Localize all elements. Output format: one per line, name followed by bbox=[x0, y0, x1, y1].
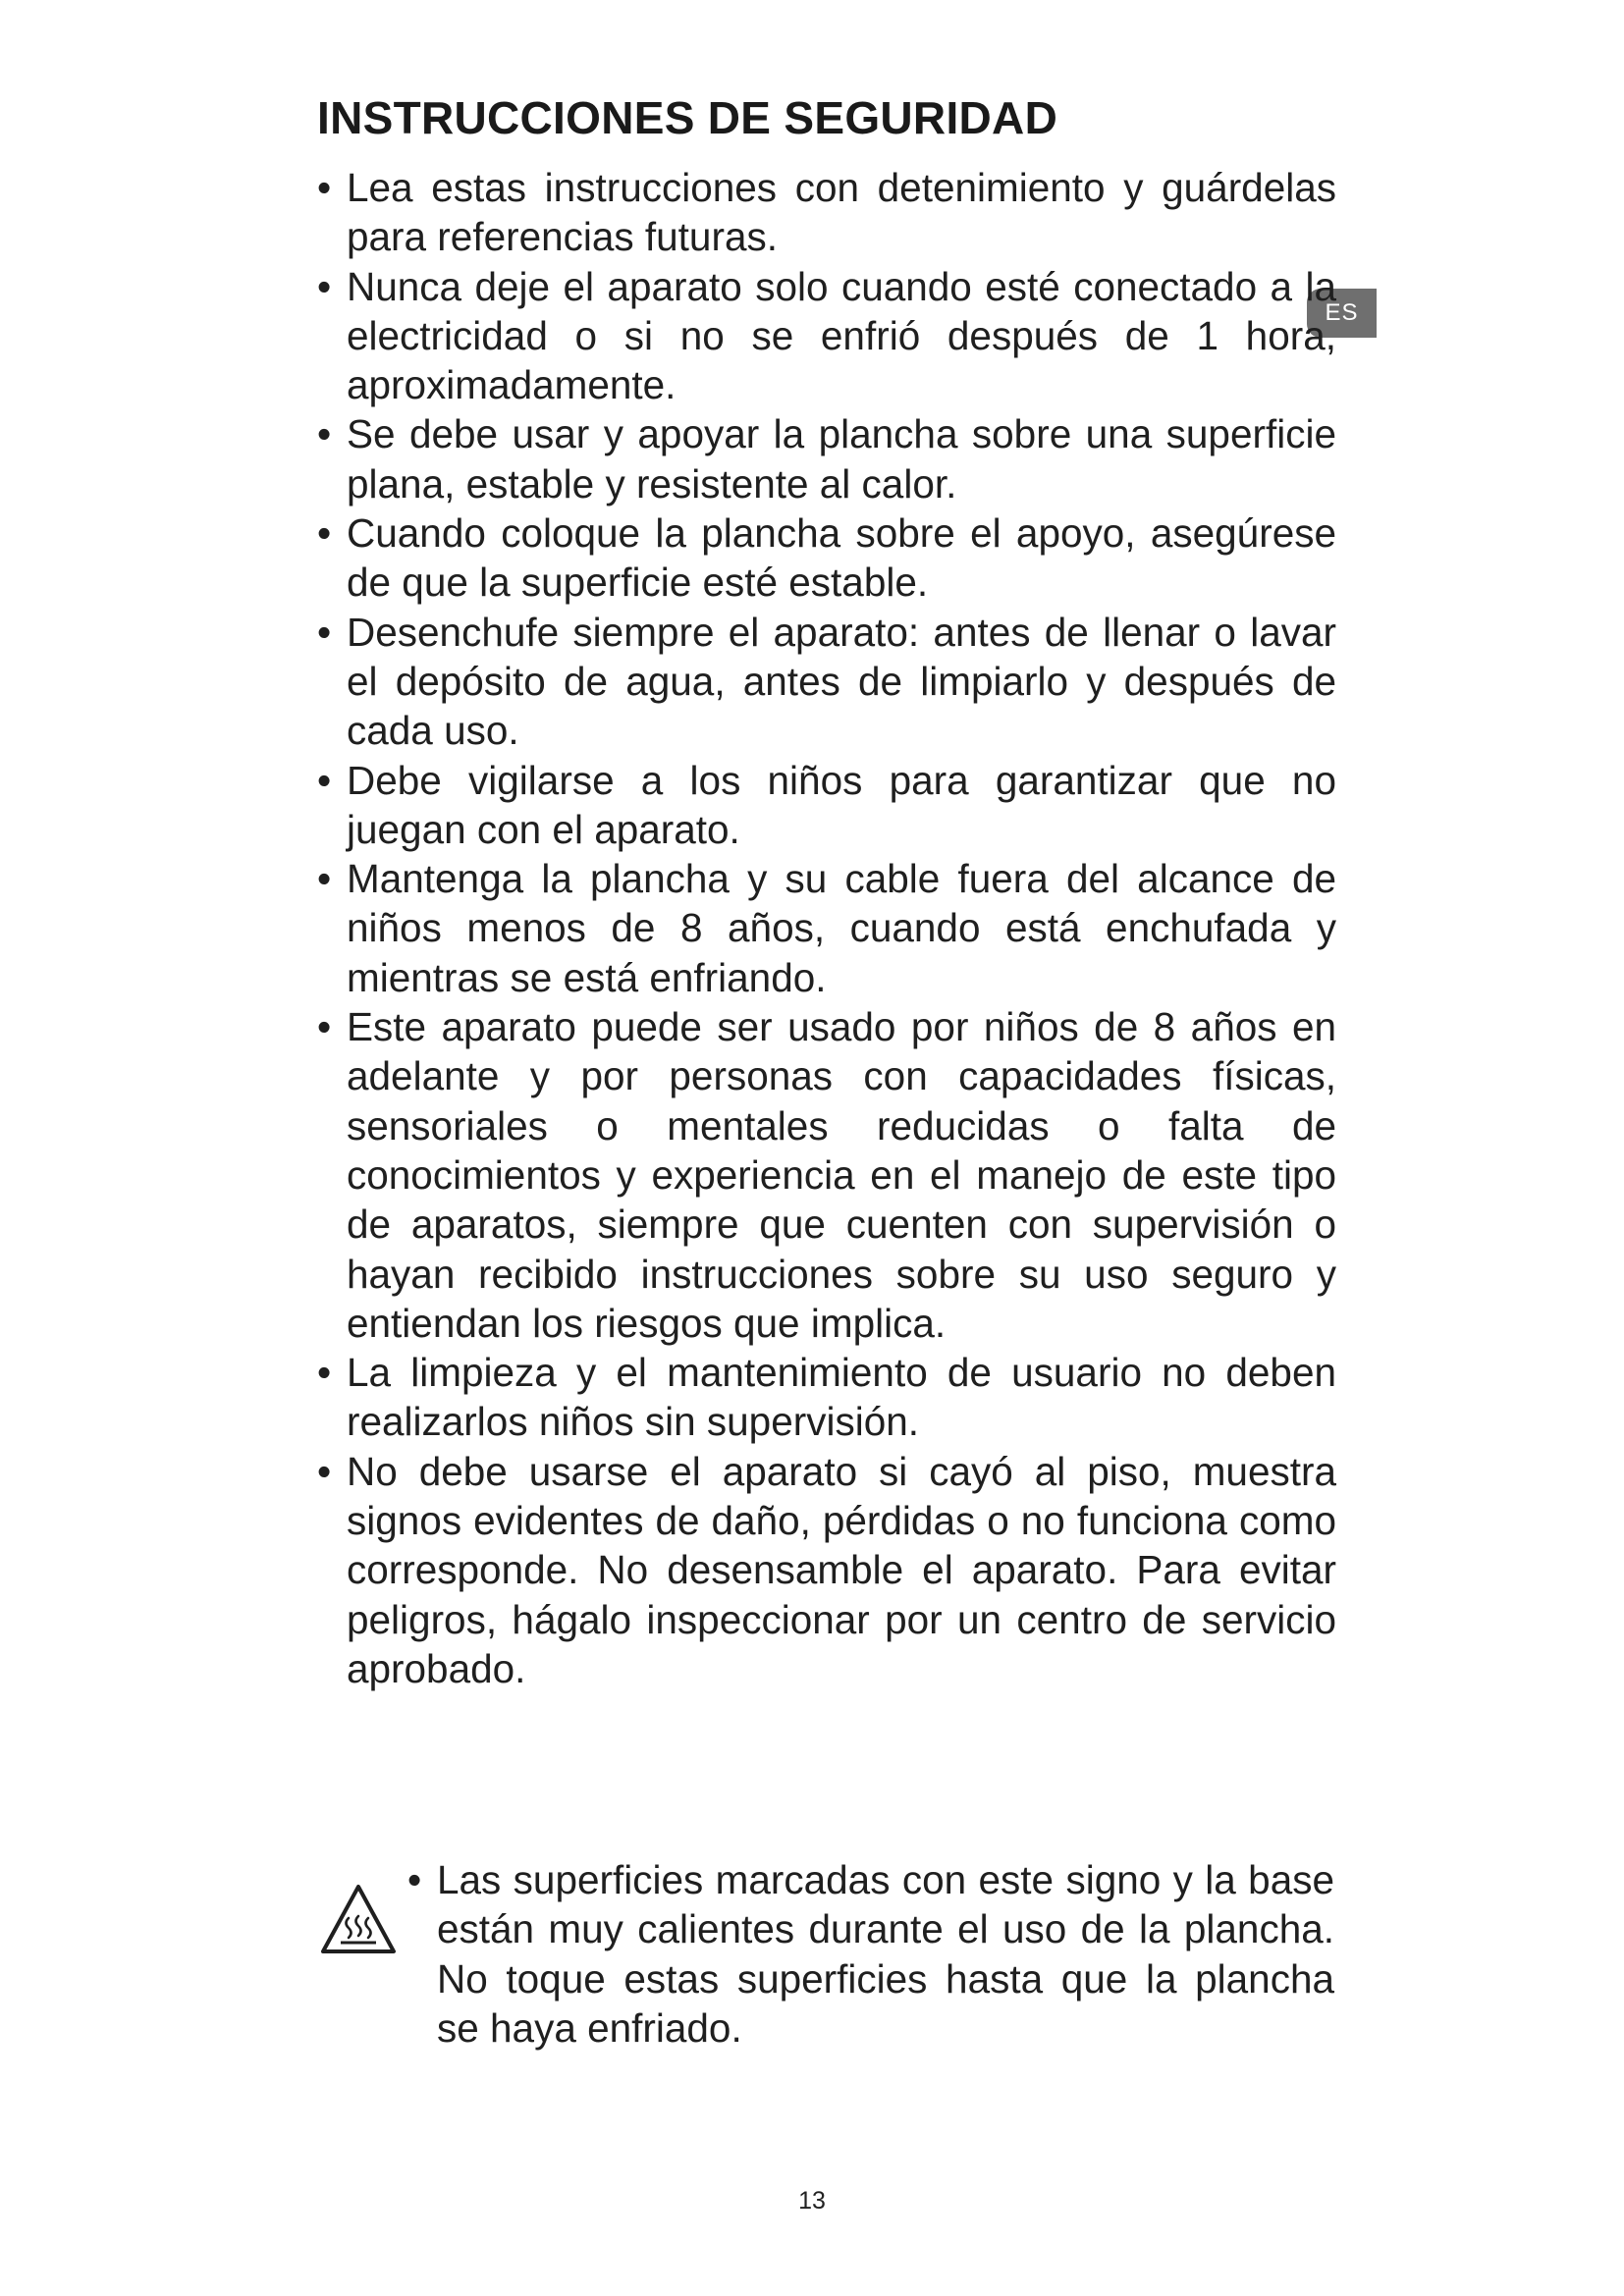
hot-surface-warning bbox=[315, 1855, 1336, 2110]
list-item bbox=[315, 608, 1336, 756]
bullet: • bbox=[317, 856, 332, 902]
warning-item-text bbox=[406, 1855, 1334, 2053]
list-item-text: Debe vigilarse a los niños para garantizar que no juegan con el aparato. bbox=[347, 757, 1336, 852]
list-item bbox=[315, 409, 1336, 508]
list-item bbox=[315, 1002, 1336, 1348]
list-item bbox=[315, 1348, 1336, 1447]
list-item bbox=[315, 508, 1336, 608]
bullet: • bbox=[317, 609, 332, 655]
list-item bbox=[315, 262, 1336, 410]
safety-instructions-list bbox=[315, 163, 1336, 1693]
list-item bbox=[315, 756, 1336, 855]
list-item-text: No debe usarse el aparato si cayó al piso, muestra signos evidentes de daño, pérdidas o no funciona como corresponde. No desensamble el aparato. Para evitar peligros, hágalo inspeccionar por un centro de servicio aprobado. bbox=[347, 1448, 1336, 1691]
list-item-text: La limpieza y el mantenimiento de usuario no deben realizarlos niños sin supervisión. bbox=[347, 1350, 1336, 1445]
bullet: • bbox=[317, 411, 332, 457]
hot-surface-warning-icon bbox=[319, 1883, 398, 1955]
bullet: • bbox=[407, 1857, 422, 1902]
bullet: • bbox=[317, 263, 332, 309]
bullet: • bbox=[317, 1350, 332, 1396]
bullet: • bbox=[317, 1004, 332, 1050]
list-item bbox=[315, 163, 1336, 262]
bullet: • bbox=[317, 1448, 332, 1494]
language-tab: ES bbox=[1307, 289, 1377, 338]
list-item-text: Desenchufe siempre el aparato: antes de llenar o lavar el depósito de agua, antes de limpiarlo y después de cada uso. bbox=[347, 609, 1336, 754]
list-item bbox=[315, 1447, 1336, 1693]
page-number: 13 bbox=[798, 2187, 826, 2215]
list-item-text: Mantenga la plancha y su cable fuera del alcance de niños menos de 8 años, cuando está enchufada y mientras se está enfriando. bbox=[347, 856, 1336, 1000]
list-item-text: Nunca deje el aparato solo cuando esté conectado a la electricidad o si no se enfrió después de 1 hora, aproximadamente. bbox=[347, 263, 1336, 408]
list-item-text: Cuando coloque la plancha sobre el apoyo, asegúrese de que la superficie esté estable. bbox=[347, 510, 1336, 606]
bullet: • bbox=[317, 510, 332, 557]
bullet: • bbox=[317, 757, 332, 803]
bullet: • bbox=[317, 165, 332, 210]
page-title: INSTRUCCIONES DE SEGURIDAD bbox=[317, 92, 1058, 143]
list-item bbox=[315, 854, 1336, 1002]
list-item-text: Se debe usar y apoyar la plancha sobre una superficie plana, estable y resistente al calor. bbox=[347, 411, 1336, 507]
list-item-text: Lea estas instrucciones con detenimiento y guárdelas para referencias futuras. bbox=[347, 165, 1336, 260]
list-item-text: Este aparato puede ser usado por niños de 8 años en adelante y por personas con capacidades físicas, sensoriales o mentales reducidas o falta de conocimientos y experiencia en el manejo de este tipo de aparatos, siempre que cuenten con supervisión o hayan recibido instrucciones sobre su uso seguro y entiendan los riesgos que implica. bbox=[347, 1004, 1336, 1346]
warning-text: Las superficies marcadas con este signo y la base están muy calientes durante el uso de la plancha. No toque estas superficies hasta que la plancha se haya enfriado. bbox=[437, 1857, 1334, 2051]
